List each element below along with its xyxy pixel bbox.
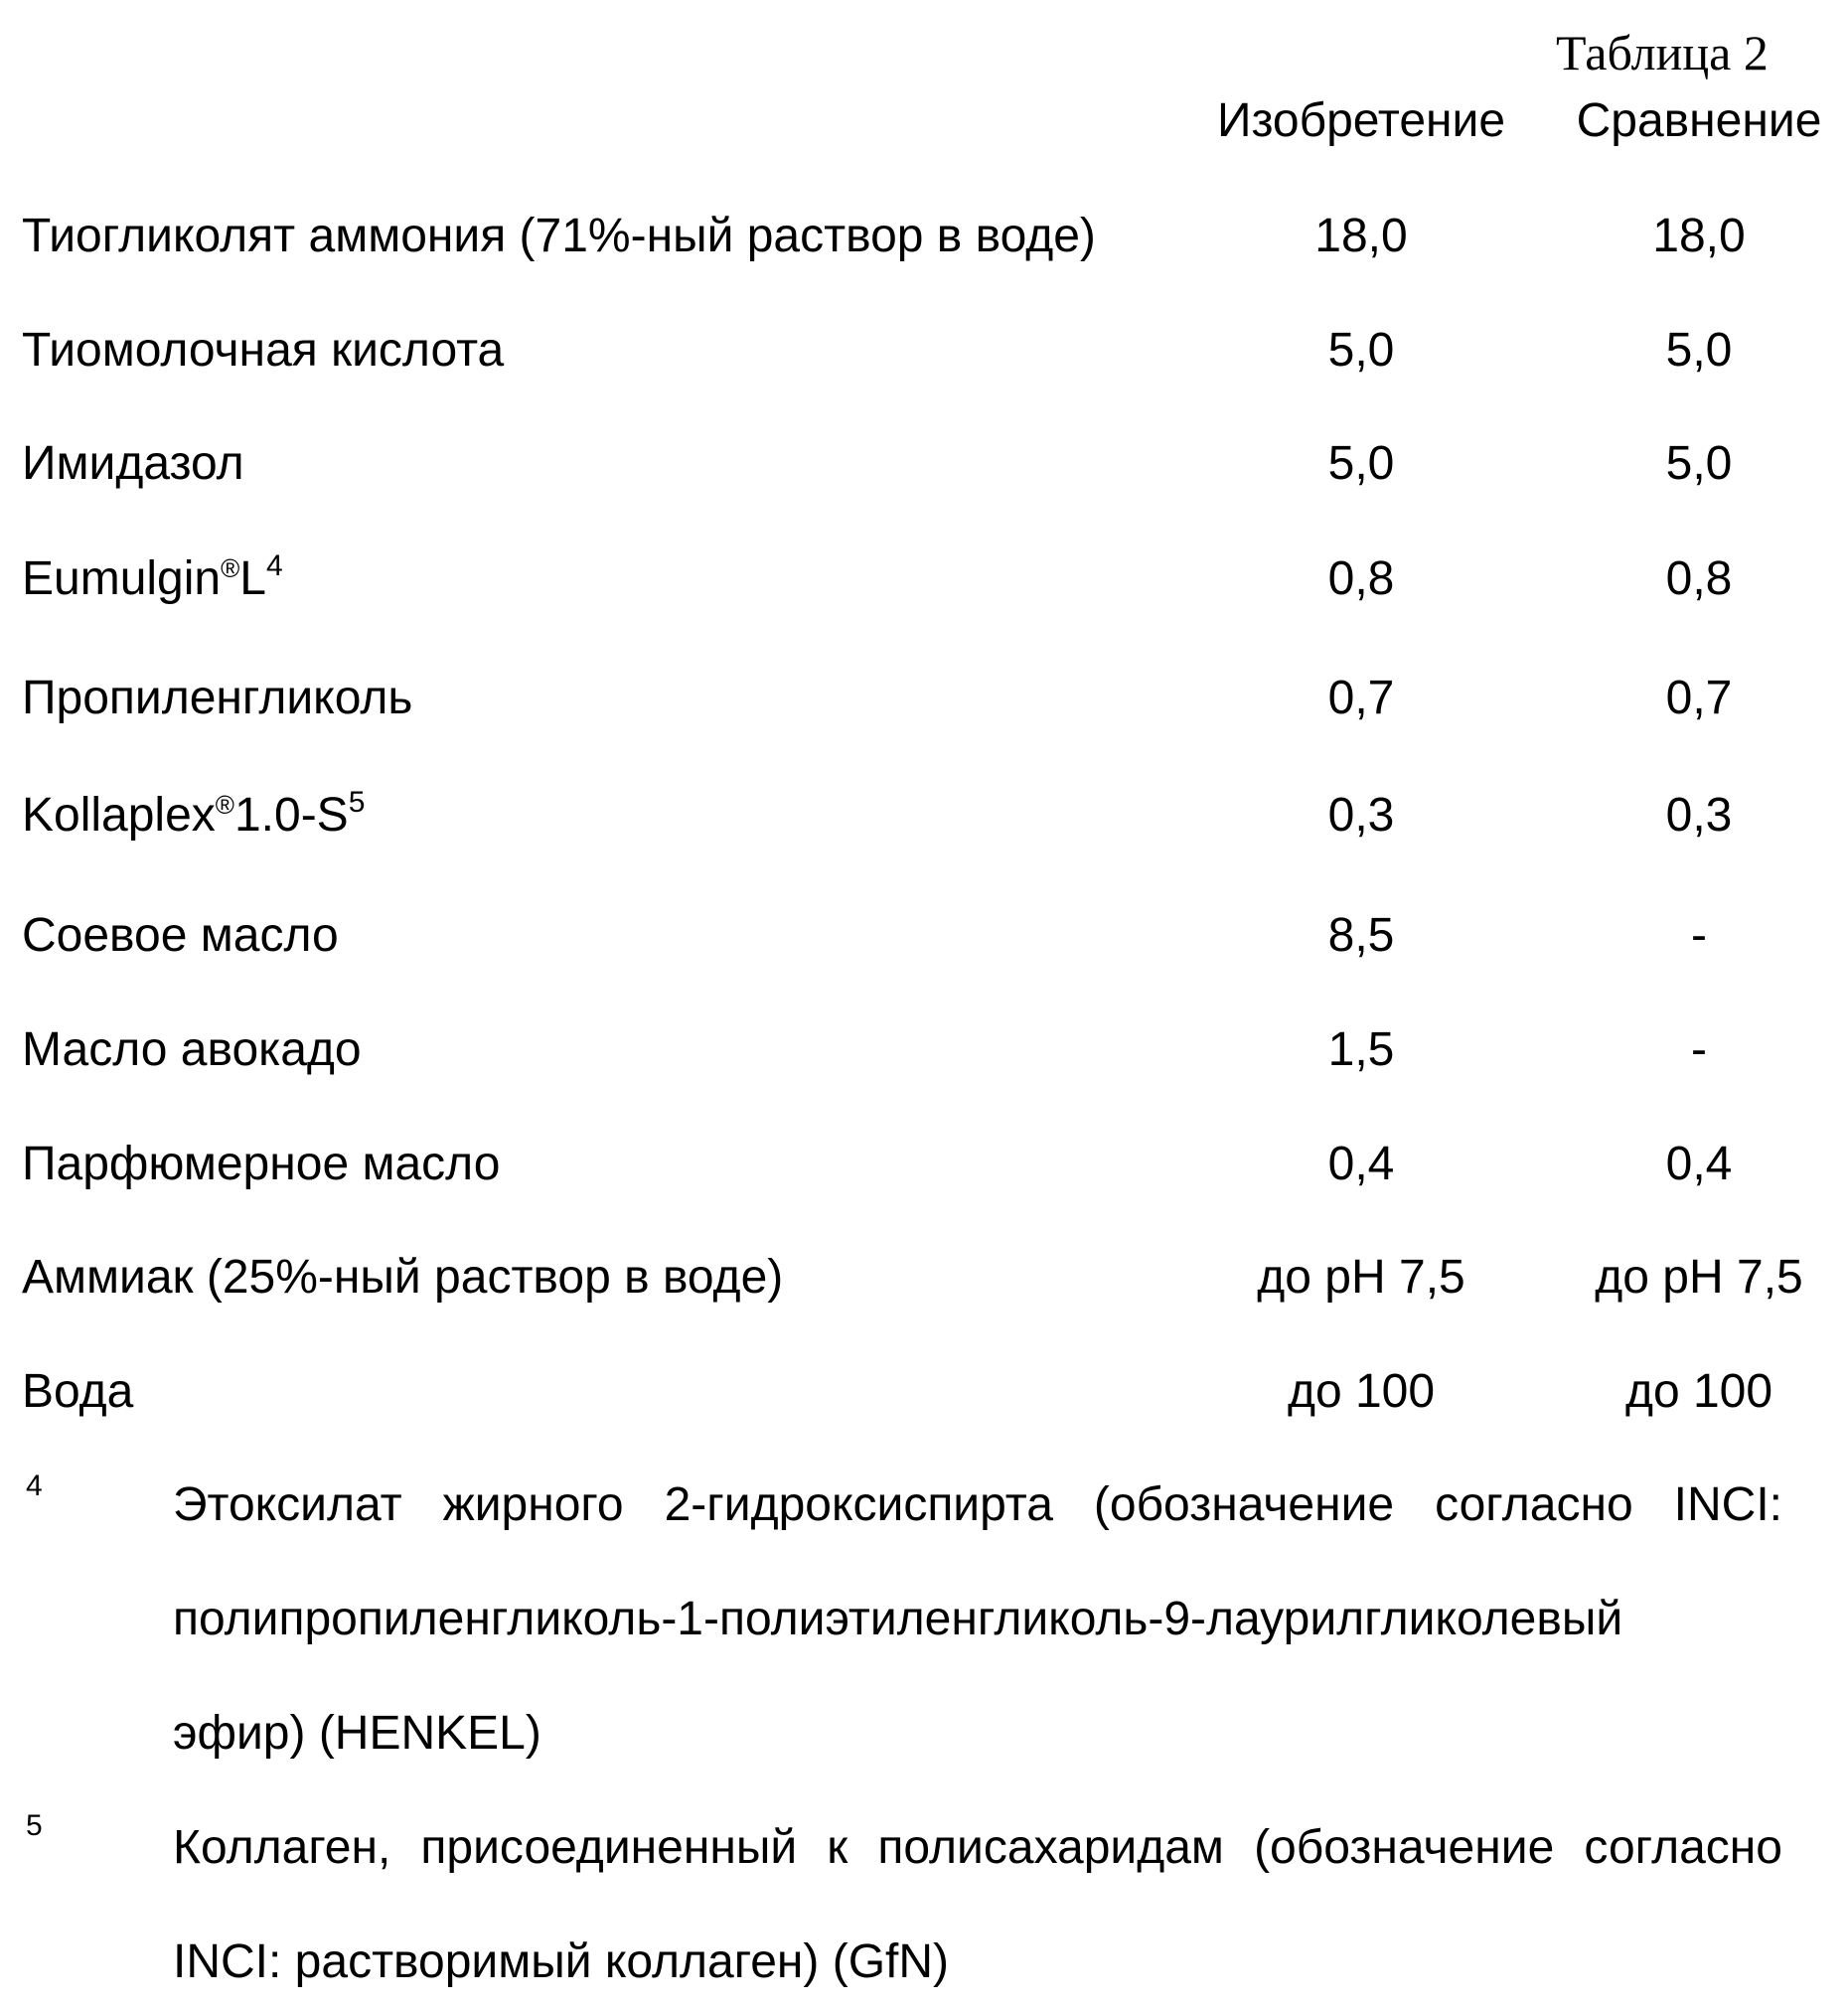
- invention-value: 5,0: [1232, 429, 1490, 499]
- invention-value: 0,4: [1232, 1130, 1490, 1199]
- comparison-value: 0,4: [1560, 1130, 1838, 1199]
- table-row: [0, 544, 1848, 614]
- table-row: [0, 901, 1848, 971]
- ingredient-name: [22, 544, 283, 614]
- table-title: Таблица 2: [1556, 22, 1769, 83]
- comparison-value: до pH 7,5: [1560, 1243, 1838, 1312]
- comparison-value: 18,0: [1560, 202, 1838, 271]
- registered-mark: ®: [216, 790, 234, 820]
- table-row: [0, 429, 1848, 499]
- comparison-value: -: [1560, 1015, 1838, 1085]
- document-page: [0, 0, 1848, 2007]
- invention-value: 5,0: [1232, 316, 1490, 386]
- ingredient-name: Соевое масло: [22, 901, 339, 971]
- footnote-reference: 4: [266, 549, 283, 582]
- invention-value: 0,3: [1232, 781, 1490, 850]
- registered-mark: ®: [221, 553, 239, 583]
- ingredient-name: Парфюмерное масло: [22, 1130, 500, 1199]
- table-row: [0, 1357, 1848, 1427]
- invention-value: до pH 7,5: [1232, 1243, 1490, 1312]
- invention-value: 1,5: [1232, 1015, 1490, 1085]
- ingredient-name-part: 1.0-S: [234, 789, 349, 842]
- footnote-line: Этоксилат жирного 2-гидроксиспирта (обозначение согласно INCI:: [173, 1470, 1782, 1540]
- column-header-comparison: Сравнение: [1550, 91, 1848, 151]
- footnote-line: Коллаген, присоединенный к полисахаридам (обозначение согласно: [173, 1813, 1782, 1883]
- ingredient-name: Имидазол: [22, 429, 244, 499]
- table-row: [0, 316, 1848, 386]
- invention-value: 18,0: [1232, 202, 1490, 271]
- ingredient-name: Пропиленгликоль: [22, 664, 412, 733]
- invention-value: до 100: [1232, 1357, 1490, 1427]
- invention-value: 0,7: [1232, 664, 1490, 733]
- footnote-line: полипропиленгликоль-1-полиэтиленгликоль-9-лаурилгликолевый: [173, 1585, 1782, 1654]
- ingredient-name: Вода: [22, 1357, 133, 1427]
- comparison-value: до 100: [1560, 1357, 1838, 1427]
- comparison-value: 0,7: [1560, 664, 1838, 733]
- comparison-value: 5,0: [1560, 316, 1838, 386]
- ingredient-name: Масло авокадо: [22, 1015, 362, 1085]
- comparison-value: 0,8: [1560, 544, 1838, 614]
- ingredient-name: Аммиак (25%-ный раствор в воде): [22, 1243, 783, 1312]
- footnote-line: INCI: растворимый коллаген) (GfN): [173, 1928, 1782, 1997]
- ingredient-name: [22, 781, 365, 850]
- ingredient-name-part: Eumulgin: [22, 552, 221, 605]
- ingredient-name-part: Kollaplex: [22, 789, 216, 842]
- table-row: [0, 1130, 1848, 1199]
- comparison-value: 0,3: [1560, 781, 1838, 850]
- comparison-value: -: [1560, 901, 1838, 971]
- comparison-value: 5,0: [1560, 429, 1838, 499]
- invention-value: 0,8: [1232, 544, 1490, 614]
- footnote-line: эфир) (HENKEL): [173, 1699, 1782, 1769]
- table-row: [0, 664, 1848, 733]
- footnote-mark: 4: [26, 1467, 43, 1506]
- table-row: [0, 1243, 1848, 1312]
- ingredient-name-part: L: [239, 552, 266, 605]
- invention-value: 8,5: [1232, 901, 1490, 971]
- footnote-reference: 5: [349, 786, 366, 819]
- column-header-invention: Изобретение: [1192, 91, 1530, 151]
- table-row: [0, 781, 1848, 850]
- footnote-mark: 5: [26, 1806, 43, 1846]
- table-row: [0, 1015, 1848, 1085]
- ingredient-name: Тиогликолят аммония (71%-ный раствор в воде): [22, 202, 1096, 271]
- table-row: [0, 202, 1848, 271]
- ingredient-name: Тиомолочная кислота: [22, 316, 504, 386]
